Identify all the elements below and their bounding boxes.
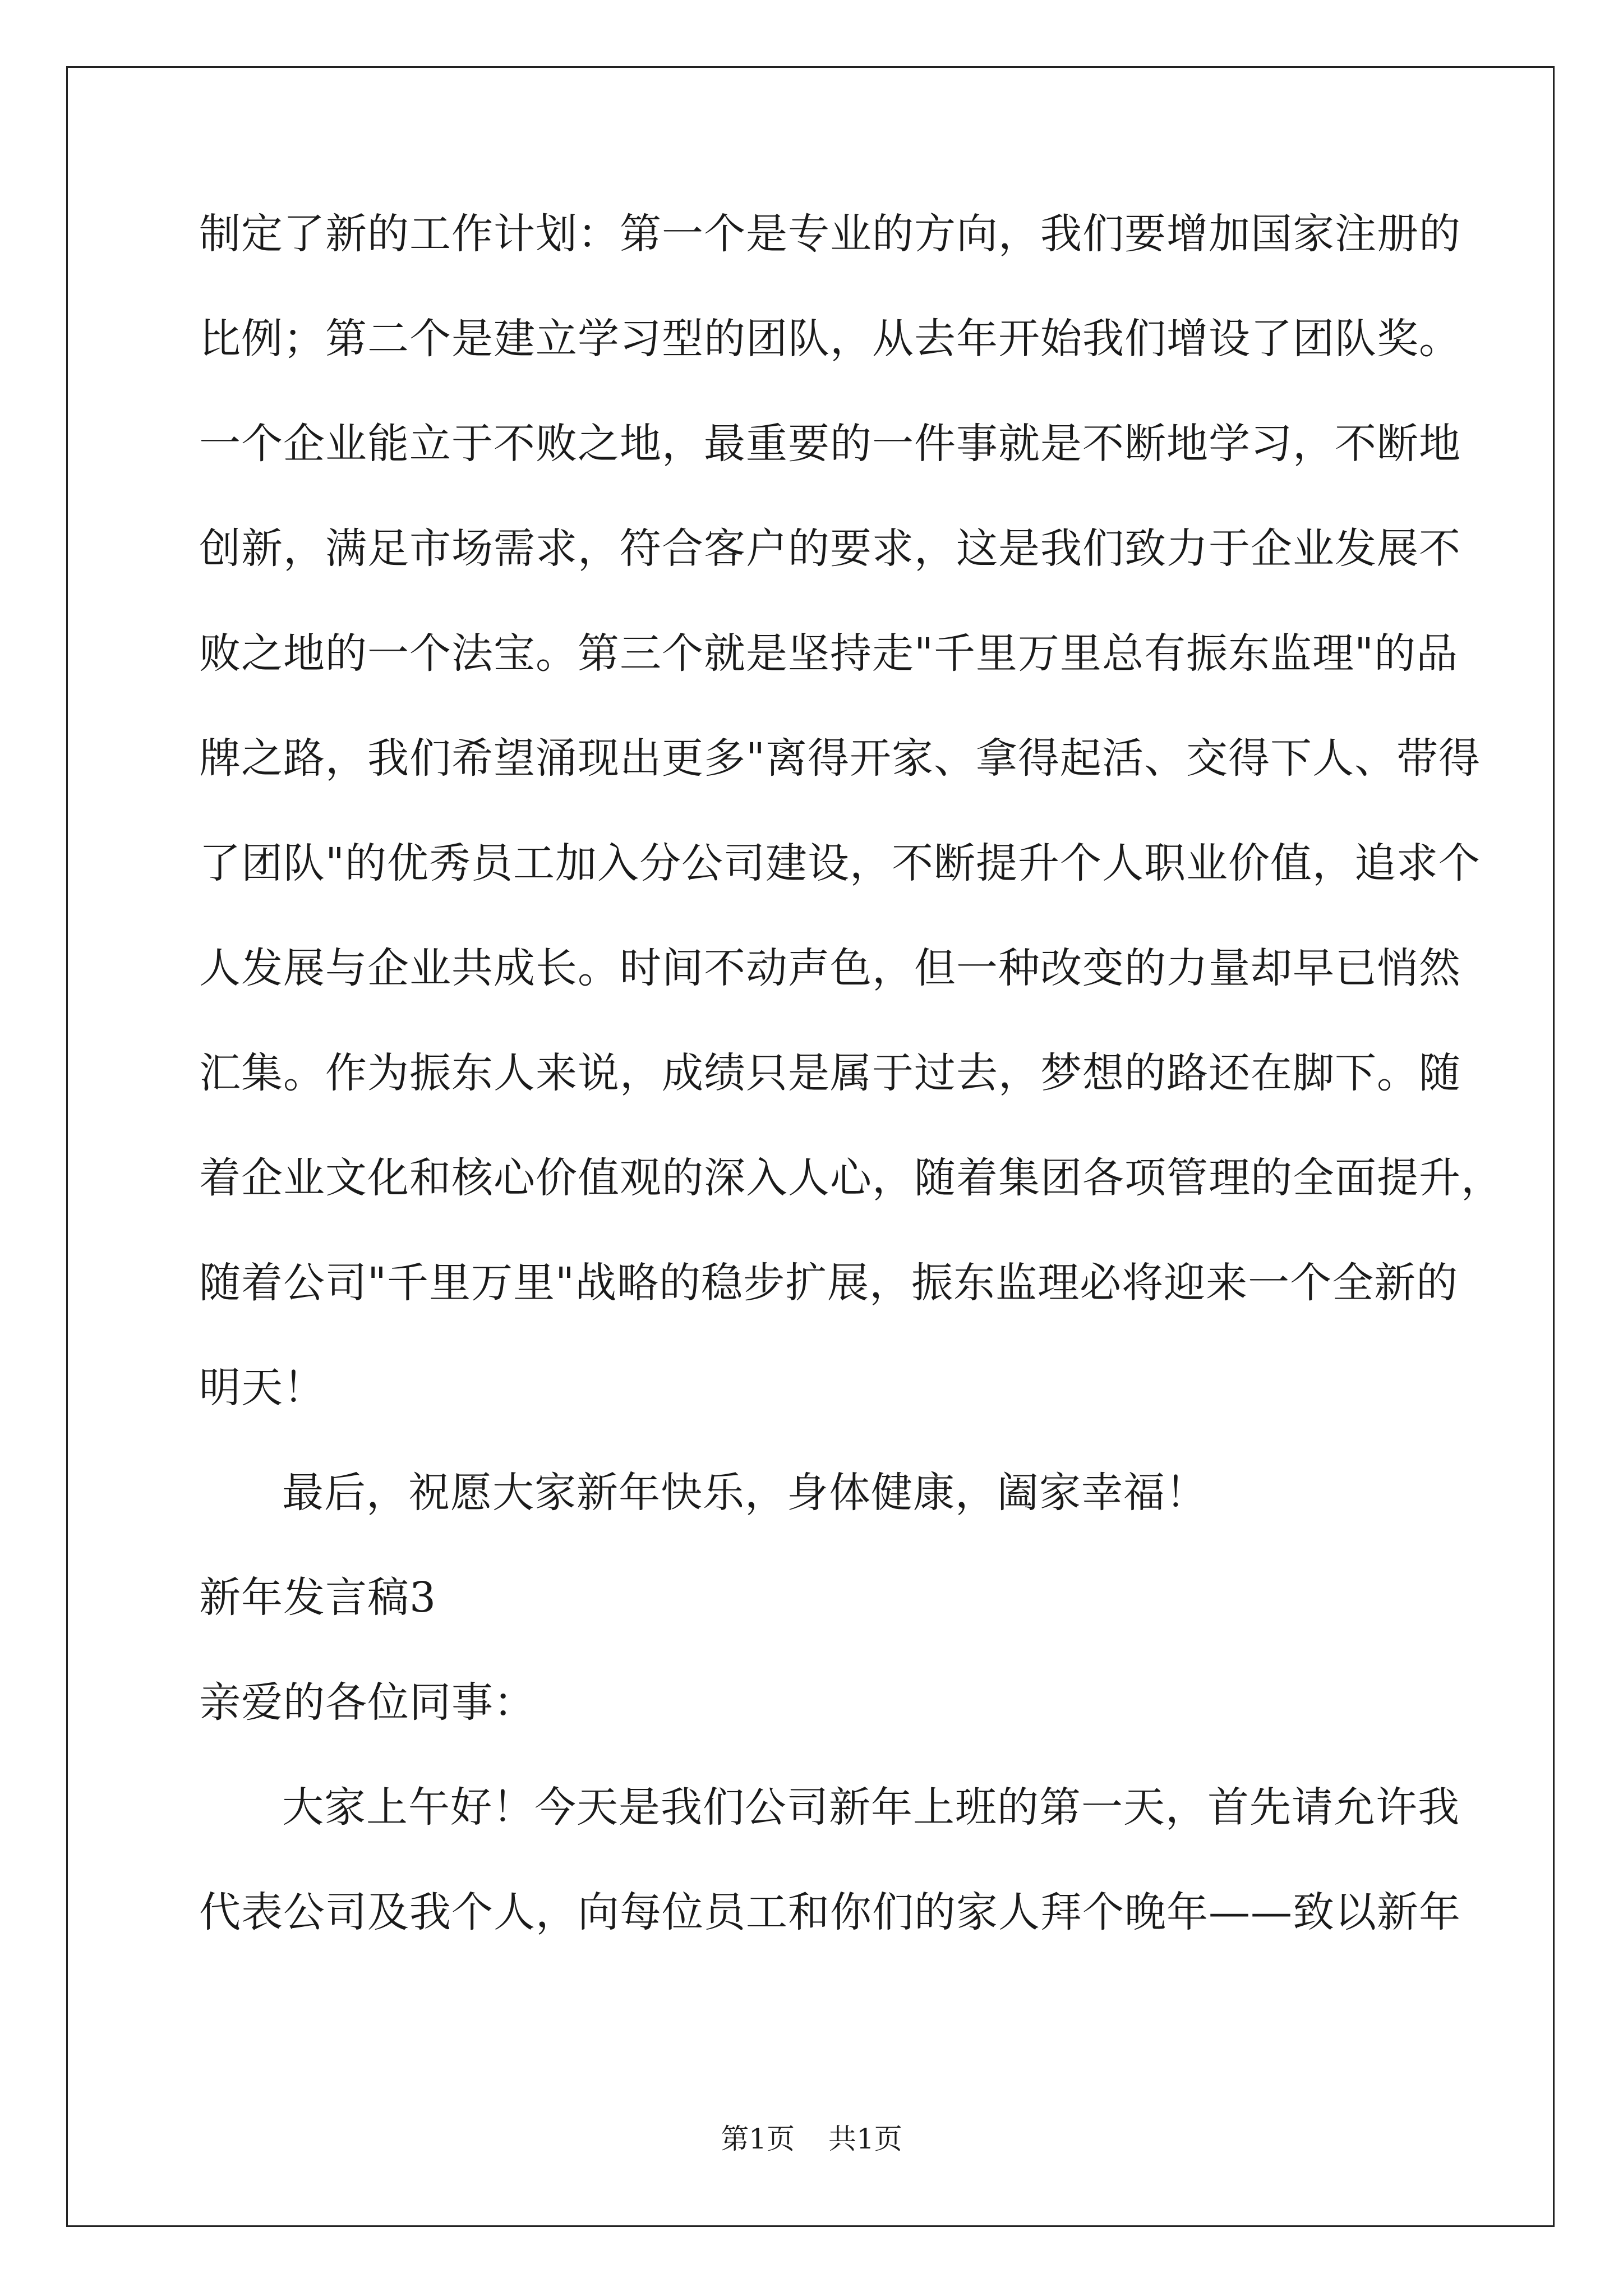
- text-line: 败之地的一个法宝。第三个就是坚持走"千里万里总有振东监理"的品: [199, 629, 1459, 678]
- closing-wishes-line: 最后，祝愿大家新年快乐，身体健康，阖家幸福！: [282, 1469, 1207, 1517]
- text-line: 一个企业能立于不败之地，最重要的一件事就是不断地学习，不断地: [199, 420, 1461, 468]
- text-line: 汇集。作为振东人来说，成绩只是属于过去，梦想的路还在脚下。随: [199, 1049, 1461, 1097]
- text-line: 代表公司及我个人，向每位员工和你们的家人拜个晚年——致以新年: [199, 1888, 1461, 1936]
- text-line: 了团队"的优秀员工加入分公司建设，不断提升个人职业价值，追求个: [199, 839, 1481, 887]
- text-line: 人发展与企业共成长。时间不动声色，但一种改变的力量却早已悄然: [199, 944, 1461, 992]
- section-heading: 新年发言稿3: [199, 1573, 437, 1622]
- document-body: [199, 210, 1503, 1996]
- salutation-line: 亲爱的各位同事：: [199, 1678, 536, 1727]
- page-number: 第1页: [721, 2123, 795, 2155]
- text-line: 比例；第二个是建立学习型的团队，从去年开始我们增设了团队奖。: [199, 315, 1461, 363]
- text-line: 明天！: [199, 1364, 325, 1412]
- page-total: 共1页: [828, 2123, 902, 2155]
- text-line: 着企业文化和核心价值观的深入人心，随着集团各项管理的全面提升，: [199, 1154, 1503, 1202]
- text-line: 创新，满足市场需求，符合客户的要求，这是我们致力于企业发展不: [199, 524, 1461, 573]
- text-line: 随着公司"千里万里"战略的稳步扩展，振东监理必将迎来一个全新的: [199, 1259, 1459, 1307]
- text-line: 牌之路，我们希望涌现出更多"离得开家、拿得起活、交得下人、带得: [199, 734, 1481, 783]
- text-line: 制定了新的工作计划：第一个是专业的方向，我们要增加国家注册的: [199, 210, 1461, 258]
- text-line: 大家上午好！今天是我们公司新年上班的第一天，首先请允许我: [282, 1783, 1460, 1832]
- page-footer: [0, 2125, 1623, 2153]
